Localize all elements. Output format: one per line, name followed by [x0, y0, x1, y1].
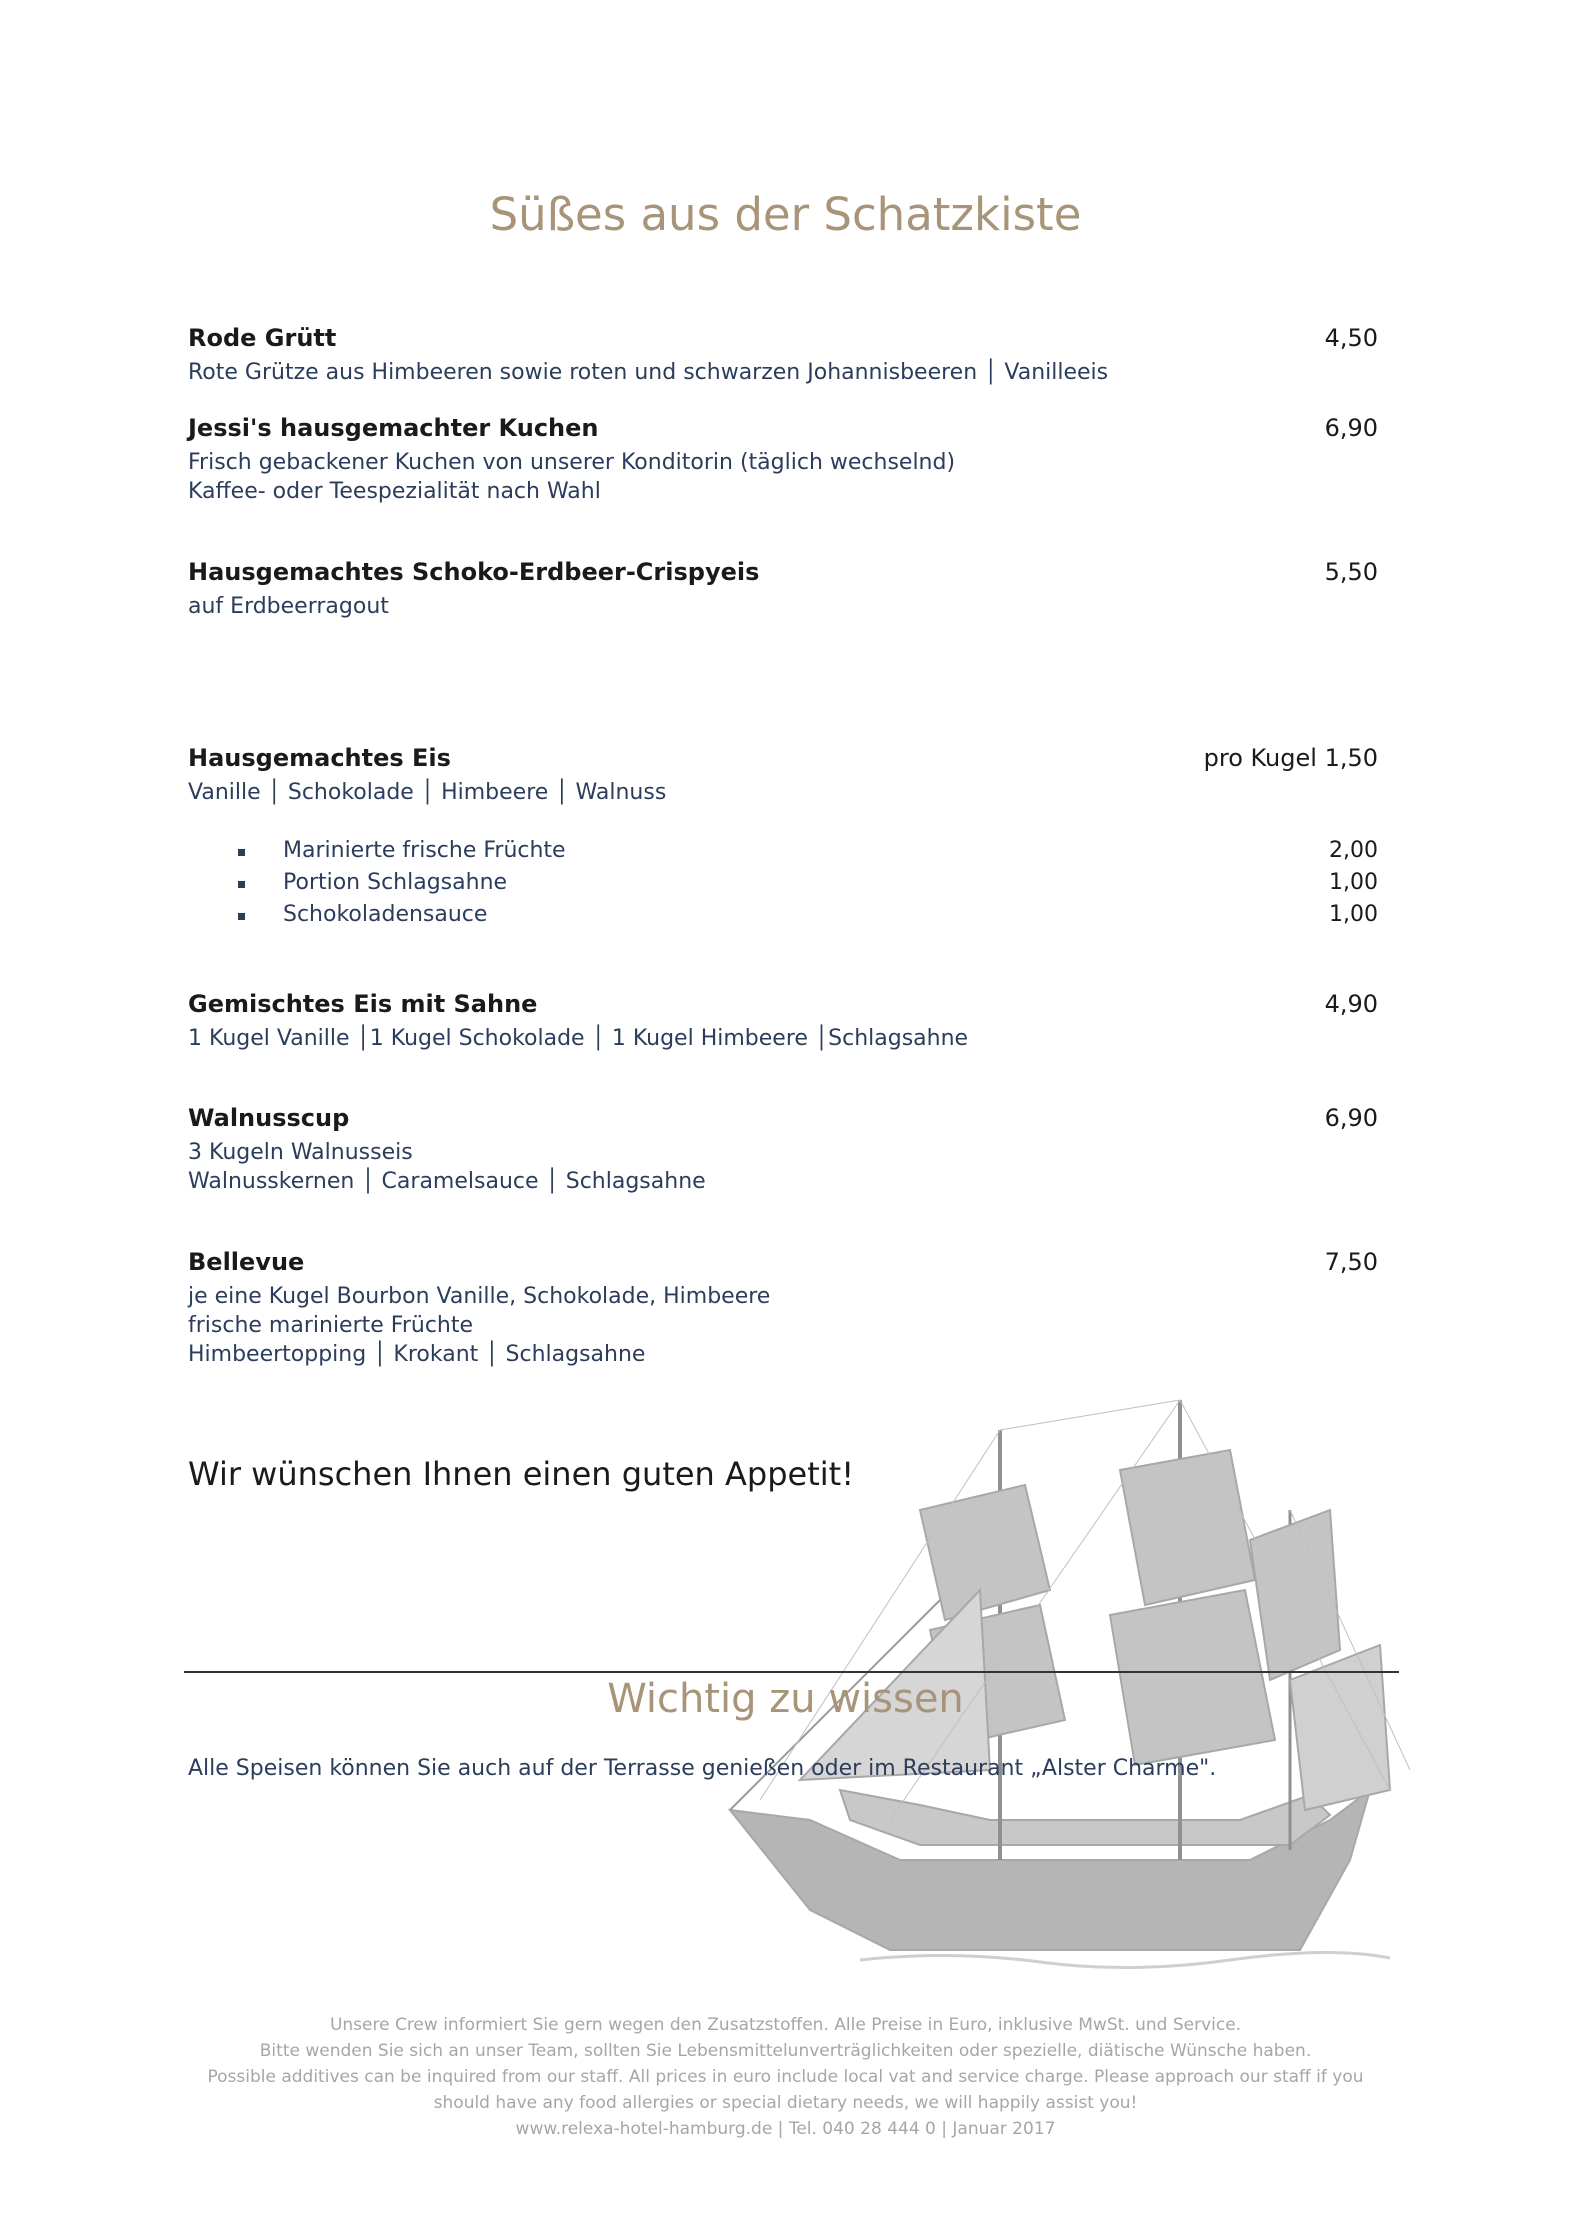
- item-name: Bellevue: [188, 1248, 305, 1276]
- item-description: 1 Kugel Vanille │1 Kugel Schokolade │ 1 Kugel Himbeere │Schlagsahne: [188, 1026, 969, 1051]
- item-description: 3 Kugeln Walnusseis: [188, 1140, 413, 1165]
- item-name: Gemischtes Eis mit Sahne: [188, 990, 538, 1018]
- menu-item: [188, 1104, 1378, 1196]
- item-name: Walnusscup: [188, 1104, 350, 1132]
- footer: [0, 2012, 1571, 2142]
- footer-line: Possible additives can be inquired from our staff. All prices in euro include local vat and service charge. Please approach our staff if you: [207, 2067, 1364, 2087]
- list-item: [188, 902, 1378, 934]
- item-description: auf Erdbeerragout: [188, 594, 389, 619]
- item-price: 7,50: [1324, 1248, 1378, 1276]
- menu-item: [188, 414, 1378, 506]
- square-bullet-icon: [238, 849, 245, 856]
- menu-item: [188, 990, 1378, 1053]
- item-description: Kaffee- oder Teespezialität nach Wahl: [188, 479, 601, 504]
- menu-item: [188, 744, 1378, 807]
- extra-label: Portion Schlagsahne: [283, 870, 508, 895]
- item-description: Himbeertopping │ Krokant │ Schlagsahne: [188, 1342, 646, 1367]
- footer-line: Bitte wenden Sie sich an unser Team, sollten Sie Lebensmittelunverträglichkeiten oder spezielle, diätische Wünsche haben.: [259, 2041, 1312, 2061]
- item-price: 5,50: [1324, 558, 1378, 586]
- square-bullet-icon: [238, 913, 245, 920]
- item-description: Walnusskernen │ Caramelsauce │ Schlagsahne: [188, 1169, 706, 1194]
- item-price: 4,90: [1324, 990, 1378, 1018]
- extra-price: 1,00: [1329, 870, 1378, 895]
- menu-item: [188, 324, 1378, 387]
- menu-item: [188, 558, 1378, 621]
- list-item: [188, 870, 1378, 902]
- footer-line: Unsere Crew informiert Sie gern wegen den Zusatzstoffen. Alle Preise in Euro, inklusive MwSt. und Service.: [329, 2015, 1242, 2035]
- item-description: je eine Kugel Bourbon Vanille, Schokolade, Himbeere: [188, 1284, 771, 1309]
- page-title: Süßes aus der Schatzkiste: [489, 188, 1082, 241]
- square-bullet-icon: [238, 881, 245, 888]
- item-name: Rode Grütt: [188, 324, 337, 352]
- item-description: Vanille │ Schokolade │ Himbeere │ Walnuss: [188, 780, 667, 805]
- footer-line: should have any food allergies or special dietary needs, we will happily assist you!: [433, 2093, 1138, 2113]
- item-name: Hausgemachtes Schoko-Erdbeer-Crispyeis: [188, 558, 760, 586]
- extras-list: [188, 838, 1378, 934]
- extra-label: Marinierte frische Früchte: [283, 838, 566, 863]
- item-description: Rote Grütze aus Himbeeren sowie roten und schwarzen Johannisbeeren │ Vanilleeis: [188, 360, 1109, 385]
- footer-line: www.relexa-hotel-hamburg.de | Tel. 040 28 444 0 | Januar 2017: [515, 2119, 1056, 2139]
- item-price: 4,50: [1324, 324, 1378, 352]
- item-description: frische marinierte Früchte: [188, 1313, 474, 1338]
- extra-price: 1,00: [1329, 902, 1378, 927]
- closing-message: Wir wünschen Ihnen einen guten Appetit!: [188, 1455, 855, 1493]
- item-price: 6,90: [1324, 414, 1378, 442]
- item-price: pro Kugel 1,50: [1203, 744, 1378, 772]
- list-item: [188, 838, 1378, 870]
- item-name: Hausgemachtes Eis: [188, 744, 451, 772]
- section-title: Wichtig zu wissen: [607, 1676, 964, 1722]
- item-price: 6,90: [1324, 1104, 1378, 1132]
- menu-item: [188, 1248, 1378, 1369]
- extra-price: 2,00: [1329, 838, 1378, 863]
- section-text: Alle Speisen können Sie auch auf der Terrasse genießen oder im Restaurant „Alster Charme".: [188, 1756, 1217, 1781]
- divider: [184, 1671, 1399, 1673]
- extra-label: Schokoladensauce: [283, 902, 488, 927]
- item-name: Jessi's hausgemachter Kuchen: [188, 414, 599, 442]
- item-description: Frisch gebackener Kuchen von unserer Konditorin (täglich wechselnd): [188, 450, 956, 475]
